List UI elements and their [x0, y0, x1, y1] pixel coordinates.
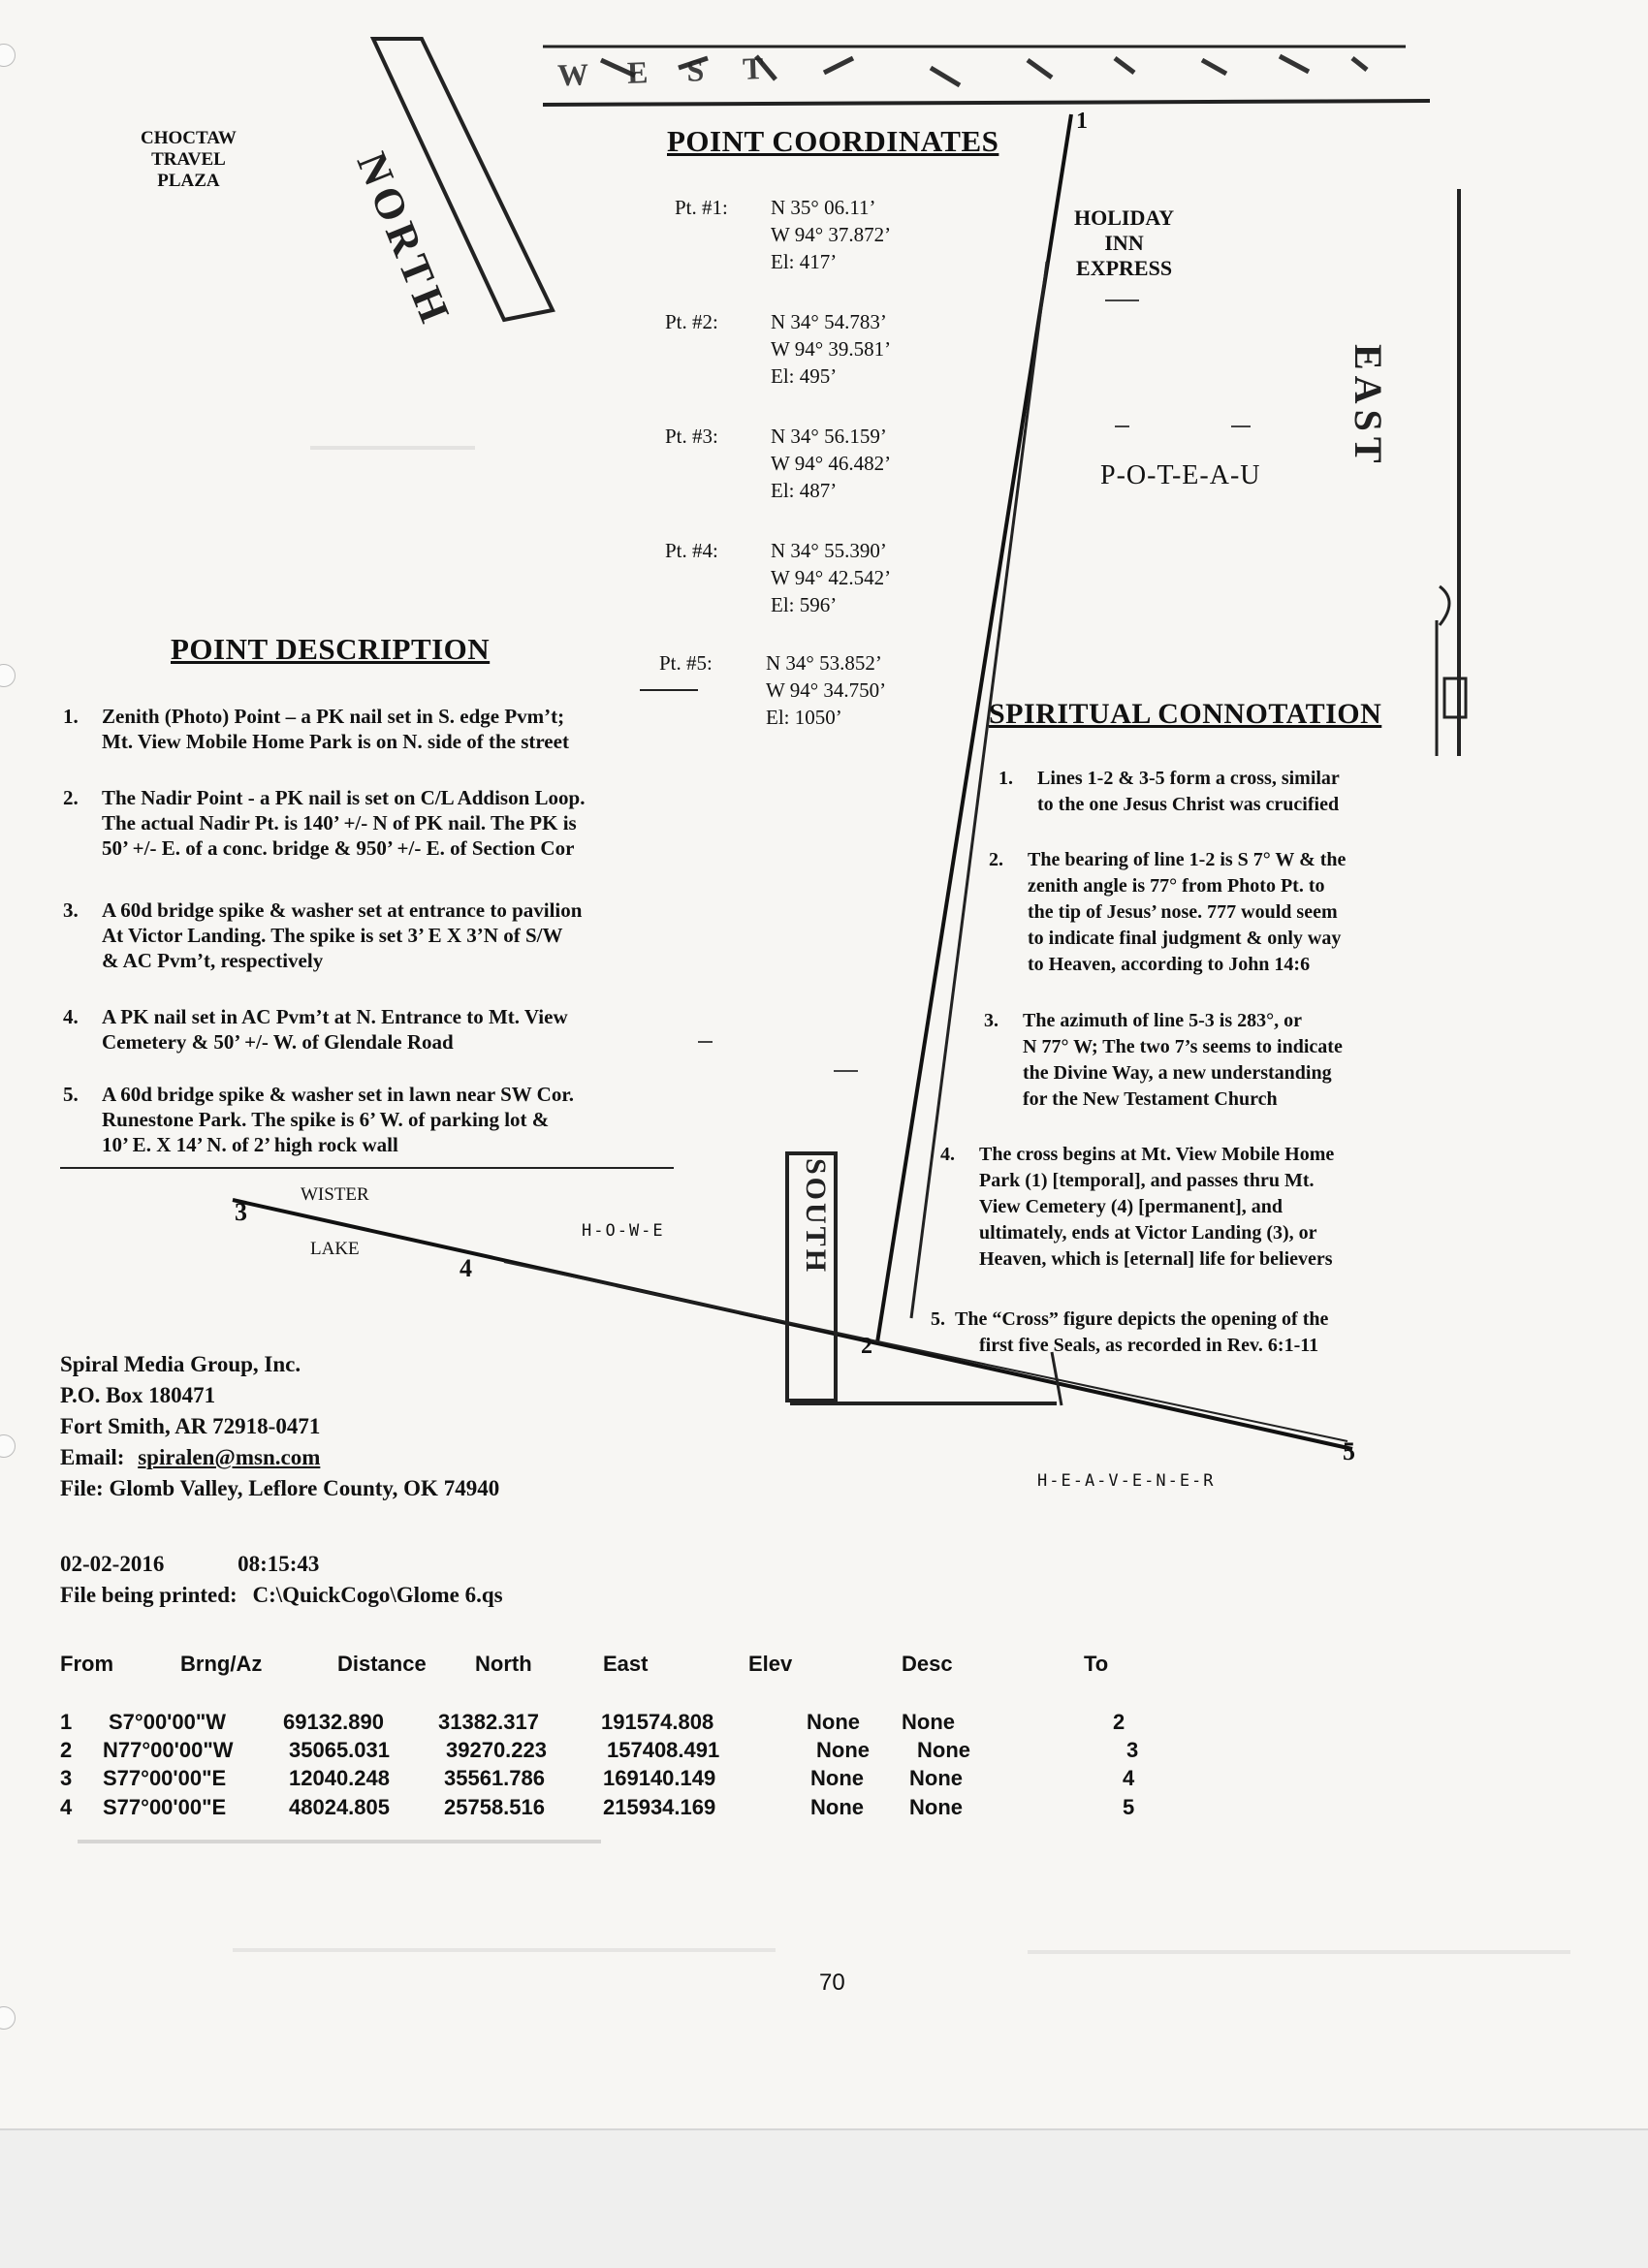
point-description-title: POINT DESCRIPTION	[171, 632, 491, 666]
company-po-box: P.O. Box 180471	[60, 1383, 216, 1407]
poteau-label: P-O-T-E-A-U	[1100, 460, 1261, 490]
north-label: NORTH	[347, 145, 461, 334]
holiday-inn-express-label: HOLIDAY INN EXPRESS	[1074, 205, 1175, 280]
wister-label: WISTER	[301, 1184, 369, 1205]
scan-smudge	[233, 1948, 776, 1952]
company-city: Fort Smith, AR 72918-0471	[60, 1414, 321, 1438]
company-email-line: Email: spiralen@msn.com	[60, 1445, 321, 1469]
company-name: Spiral Media Group, Inc.	[60, 1352, 301, 1376]
map-point-5: 5	[1343, 1437, 1355, 1465]
choctaw-travel-plaza-label: CHOCTAW TRAVEL PLAZA	[141, 128, 237, 191]
spiritual-item-1: 1. Lines 1-2 & 3-5 form a cross, similar to the one Jesus Christ was crucified	[998, 768, 1340, 815]
description-item-1: 1. Zenith (Photo) Point – a PK nail set in S. edge Pvm’t; Mt. View Mobile Home Park is on N. side of the street	[63, 705, 569, 753]
print-info	[60, 1549, 503, 1611]
spiritual-item-5: 5. The “Cross” figure depicts the opening of the first five Seals, as recorded in Rev. 6:1-11	[931, 1308, 1329, 1356]
table-row: 2 N77°00'00"W 35065.031 39270.223 157408.491 None None 3	[60, 1738, 1139, 1762]
spiritual-item-3: 3. The azimuth of line 5-3 is 283°, or N 77° W; The two 7’s seems to indicate the Divine Way, a new understanding for the New Testament Church	[984, 1010, 1343, 1110]
company-email-link[interactable]: spiralen@msn.com	[138, 1445, 321, 1469]
lake-label: LAKE	[310, 1239, 360, 1259]
west-label: WEST	[556, 48, 804, 93]
scanner-bottom-band	[0, 2128, 1648, 2268]
top-border-line-2	[543, 101, 1430, 105]
map-point-4: 4	[460, 1254, 472, 1282]
table-row: 4 S77°00'00"E 48024.805 25758.516 215934.169 None None 5	[60, 1795, 1135, 1819]
spiritual-item-4: 4. The cross begins at Mt. View Mobile Home Park (1) [temporal], and passes thru Mt. View Cemetery (4) [permanent], and ultimately, ends at Victor Landing (3), or Heaven, which is [eternal] life for believers	[940, 1144, 1335, 1270]
document-page: NORTH EAST SOUTH WEST CHOCTAW TRAVEL PLAZA HOLIDAY INN EXPRESS P-O-T-E-A-U WISTER LAKE H-O-W-E H-E-A-V-E-N-E-R 1 2 3 4 5 POINT COORDINATES Pt. #1: N 35° 06.11’ W 94° 37.872’ El: 417’ Pt. #2: N 34° 54.783’ W 94° 39.581’ El: 495’ Pt. #3: N 34° 56.159’ W 94° 46.482’ El: 487’ Pt. #4: N 34° 55.390’ W 94° 42.542’ El: 596’ Pt. #5: N 34° 53.852’ W 94° 34.750’ El: 1050’ POINT DESCRIPTION 1. Zenith (Photo) Point – a PK nail set in S. edge Pvm’t; Mt. View Mobile Home Park is on N. side of the street 2. The Nadir Point - a PK nail is set on C/L Addison Loop. The actual Nadir Pt. is 140’ +/- N of PK nail. The PK is 50’ +/- E. of a conc. bridge & 950’ +/- E. of Section Cor 3. A 60d bridge spike & washer set at entrance to pavilion At Victor Landing. The spike is set 3’ E X 3’N of S/W & AC Pvm’t, respectively 4. A PK nail set in AC Pvm’t at N. Entrance to Mt. View Cemetery & 50’ +/- W. of Glendale Road 5. A 60d bridge spike & washer set in lawn near SW Cor. Runestone Park. The spike is 6’ W. of parking lot & 10’ E. X 14’ N. of 2’ high rock wall SPIRITUAL CONNOTATION 1. Lines 1-2 & 3-5 form a cross, similar to the one Jesus Christ was crucified 2. The bearing of line 1-2 is S 7° W & the zenith angle is 77° from Photo Pt. to the tip of Jesus’ nose. 777 would seem to indicate final judgment & only way to Heaven, according to John 14:6 3. The azimuth of line 5-3 is 283°, or N 77° W; The two 7’s seems to indicate the Divine Way, a new understanding for the New Testament Church 4. The cross begins at Mt. View Mobile Home Park (1) [temporal], and passes thru Mt. View Cemetery (4) [permanent], and ultimately, ends at Victor Landing (3), or Heaven, which is [eternal] life for believers 5. The “Cross” figure depicts the opening of the first five Seals, as recorded in Rev. 6:1-11 Spiral Media Group, Inc. P.O. Box 180471 Fort Smith, AR 72918-0471 Email: spiralen@msn.com File: Glomb Valley, Leflore County, OK 74940 02-02-2016 08:15:43 File being printed: C:\QuickCogo\Glome 6.qs From Brng/Az Distance North East Elev Desc To 1 S7°00'00"W 69132.890 31382.317 191574.808 None None 2 2 N77°00'00"W 35065.031 39270.223 157408.491 None None 3 3 S77°00'00"E 12040.248 35561.786 169140.149 None None 4 4 S77°00'00"E 48024.805 25758.516 215934.169 None None 5 70	[0, 0, 1648, 2266]
map-point-3: 3	[235, 1198, 247, 1226]
company-file-line: File: Glomb Valley, Leflore County, OK 74940	[60, 1476, 500, 1500]
traverse-table-header: From Brng/Az Distance North East Elev Desc To	[60, 1652, 1109, 1676]
south-label: SOUTH	[800, 1158, 832, 1276]
table-row: 1 S7°00'00"W 69132.890 31382.317 191574.808 None None 2	[60, 1710, 1125, 1734]
page-number: 70	[819, 1969, 845, 1996]
print-date: 02-02-2016	[60, 1552, 165, 1576]
scan-smudge	[310, 446, 475, 450]
spiritual-item-2: 2. The bearing of line 1-2 is S 7° W & the zenith angle is 77° from Photo Pt. to the tip of Jesus’ nose. 777 would seem to indicate final judgment & only way to Heaven, according to John 14:6	[989, 849, 1347, 975]
spiritual-connotation-title: SPIRITUAL CONNOTATION	[989, 698, 1382, 730]
howe-label: H-O-W-E	[582, 1221, 665, 1241]
description-item-2: 2. The Nadir Point - a PK nail is set on C/L Addison Loop. The actual Nadir Pt. is 140’ +/- N of PK nail. The PK is 50’ +/- E. of a conc. bridge & 950’ +/- E. of Section Cor	[63, 786, 586, 860]
point-coordinates-title: POINT COORDINATES	[667, 124, 999, 158]
map-point-1: 1	[1076, 109, 1088, 134]
map-point-2: 2	[861, 1334, 872, 1359]
company-block	[60, 1349, 499, 1504]
print-file-label: File being printed:	[60, 1583, 238, 1607]
description-item-3: 3. A 60d bridge spike & washer set at entrance to pavilion At Victor Landing. The spike is set 3’ E X 3’N of S/W & AC Pvm’t, respectively	[63, 898, 583, 972]
description-item-5: 5. A 60d bridge spike & washer set in lawn near SW Cor. Runestone Park. The spike is 6’ W. of parking lot & 10’ E. X 14’ N. of 2’ high rock wall	[63, 1083, 574, 1156]
table-row: 3 S77°00'00"E 12040.248 35561.786 169140.149 None None 4	[60, 1766, 1135, 1790]
print-time: 08:15:43	[238, 1552, 320, 1576]
heavener-label: H-E-A-V-E-N-E-R	[1037, 1471, 1216, 1491]
print-file-path: C:\QuickCogo\Glome 6.qs	[252, 1583, 503, 1607]
east-label: EAST	[1347, 344, 1390, 469]
scan-smudge	[78, 1840, 601, 1843]
scan-smudge	[1028, 1950, 1570, 1954]
description-item-4: 4. A PK nail set in AC Pvm’t at N. Entrance to Mt. View Cemetery & 50’ +/- W. of Glendale Road	[63, 1005, 568, 1054]
